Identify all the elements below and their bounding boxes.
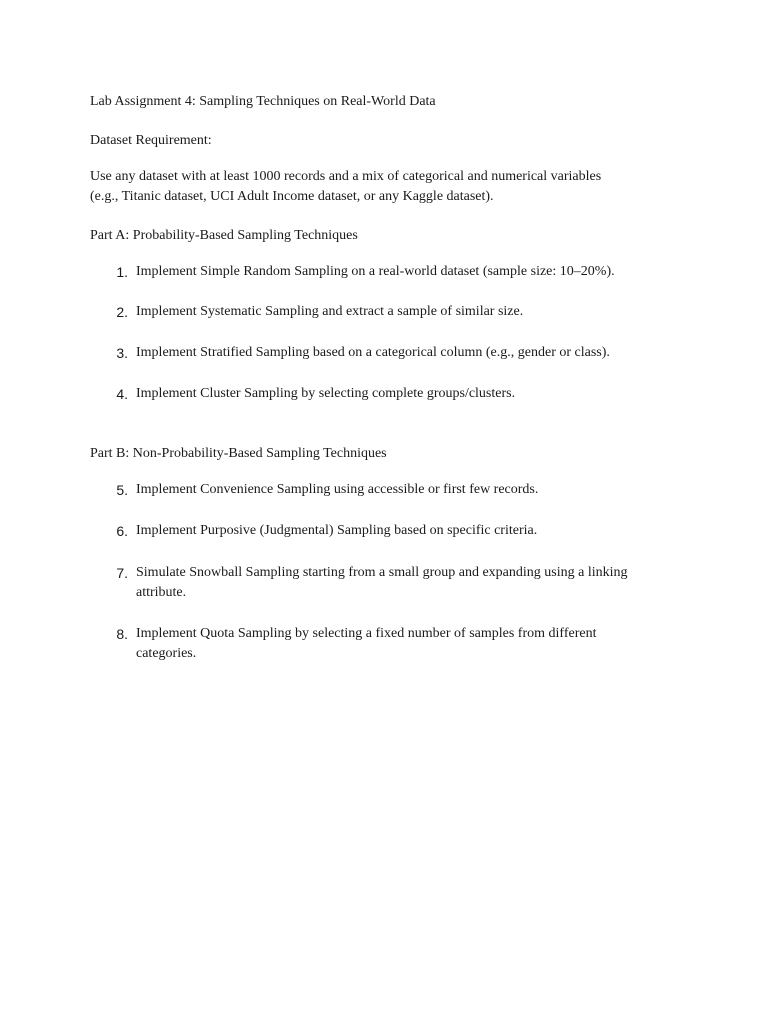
part-b-heading: Part B: Non-Probability-Based Sampling Techniques [90, 446, 387, 461]
list-item-text: Implement Convenience Sampling using accessible or first few records. [136, 482, 539, 497]
dataset-heading: Dataset Requirement: [90, 133, 212, 148]
list-item-text: Implement Quota Sampling by selecting a fixed number of samples from different categories. [136, 626, 597, 661]
list-item-number: 5. [116, 482, 128, 498]
list-item-number: 6. [116, 523, 128, 539]
list-item-text: Implement Cluster Sampling by selecting complete groups/clusters. [136, 386, 516, 401]
list-item-number: 2. [116, 304, 128, 320]
dataset-text-line-2: (e.g., Titanic dataset, UCI Adult Income dataset, or any Kaggle dataset). [90, 189, 494, 204]
part-a-heading: Part A: Probability-Based Sampling Techniques [90, 228, 358, 243]
list-item-text: Implement Purposive (Judgmental) Sampling based on specific criteria. [136, 523, 538, 538]
list-item-number: 8. [116, 626, 128, 642]
list-item-number: 1. [116, 264, 128, 280]
list-item-text: Implement Systematic Sampling and extract a sample of similar size. [136, 304, 524, 319]
list-item-text: Simulate Snowball Sampling starting from a small group and expanding using a linking attribute. [136, 565, 628, 600]
document-title: Lab Assignment 4: Sampling Techniques on Real-World Data [90, 94, 436, 109]
list-item-number: 3. [116, 345, 128, 361]
list-item-text: Implement Stratified Sampling based on a categorical column (e.g., gender or class). [136, 345, 610, 360]
list-item-number: 4. [116, 386, 128, 402]
list-item-text: Implement Simple Random Sampling on a real-world dataset (sample size: 10–20%). [136, 264, 615, 279]
dataset-text-line-1: Use any dataset with at least 1000 records and a mix of categorical and numerical variables [90, 169, 602, 184]
list-item-number: 7. [116, 565, 128, 581]
